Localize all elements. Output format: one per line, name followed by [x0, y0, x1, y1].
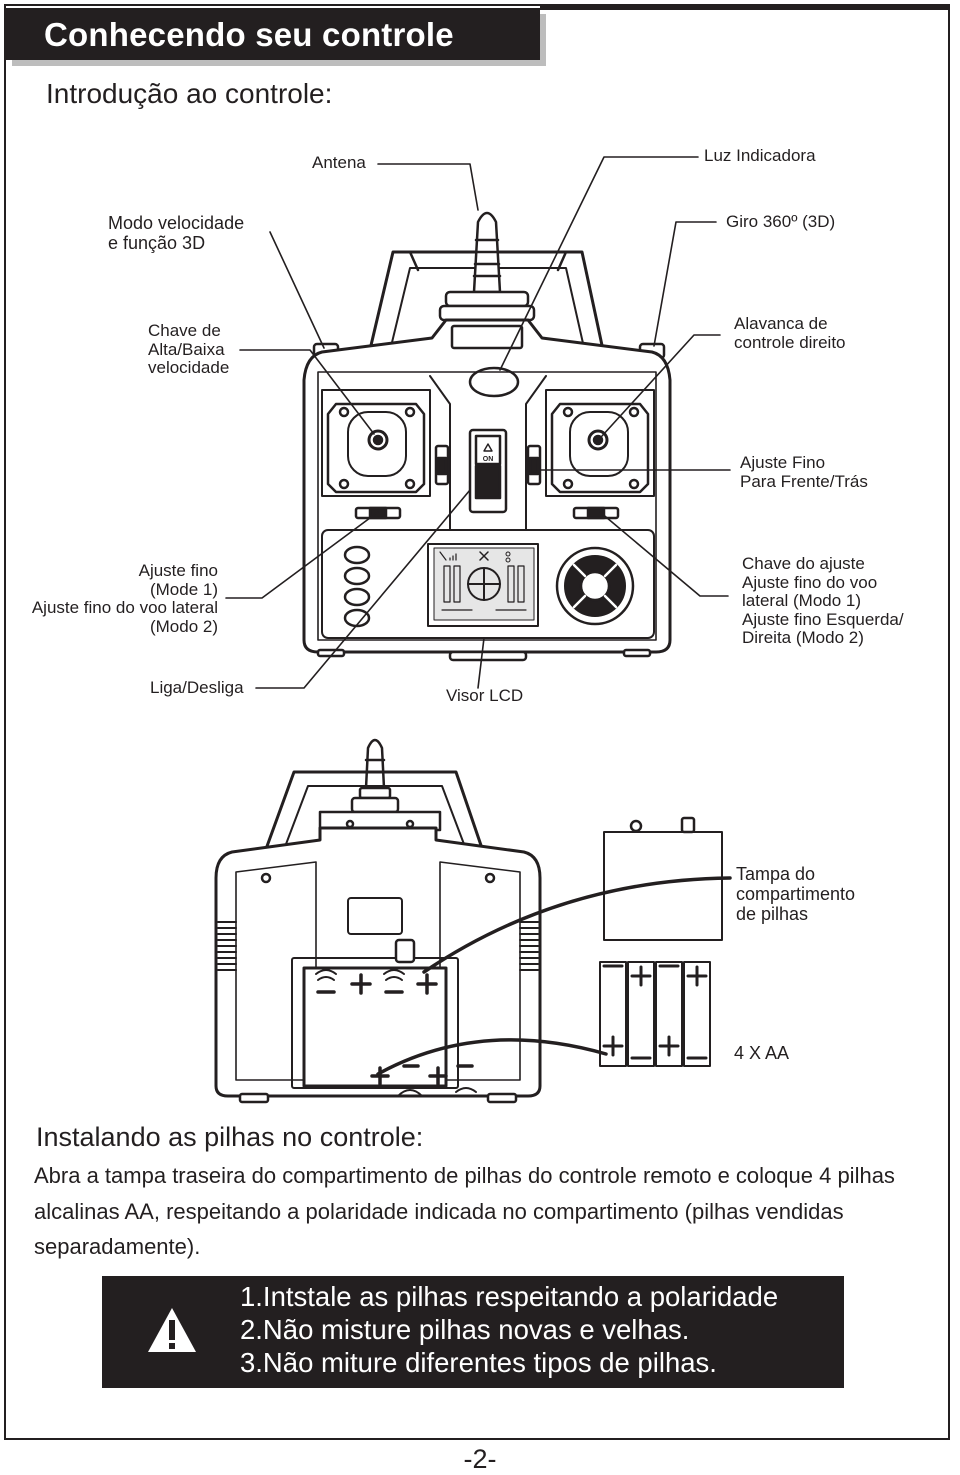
front-controller: [304, 213, 670, 660]
label-tampa: Tampa do compartimento de pilhas: [736, 864, 856, 924]
label-antenna: Antena: [312, 153, 366, 172]
install-heading: Instalando as pilhas no controle:: [36, 1122, 424, 1152]
install-text: Abra a tampa traseira do compartimento de pilhas do controle remoto e coloque 4 pilhas alcalinas AA, respeitando a polaridade indicada no compartimento (pilhas vendidas separadamente).: [34, 1163, 895, 1259]
page-number: -2-: [463, 1444, 497, 1474]
label-chave-ajuste: Chave do ajuste Ajuste fino do voo lateral (Modo 1) Ajuste fino Esquerda/ Direita (Modo 2): [742, 554, 904, 647]
label-modo-velocidade: Modo velocidade e função 3D: [108, 213, 245, 253]
warning-item: 1.Intstale as pilhas respeitando a polaridade: [240, 1281, 779, 1312]
direction-pad: [557, 548, 633, 624]
label-liga-desliga: Liga/Desliga: [150, 678, 244, 697]
power-switch: [470, 430, 506, 512]
label-ajuste-fino-lateral: Ajuste fino (Mode 1) Ajuste fino do voo lateral (Modo 2): [31, 561, 218, 636]
warning-item: 2.Não misture pilhas novas e velhas.: [240, 1314, 690, 1345]
warning-list: [240, 1280, 778, 1379]
back-controller: [216, 740, 540, 1102]
label-ajuste-frente-tras: Ajuste Fino Para Frente/Trás: [740, 453, 868, 491]
lcd-display: [428, 544, 538, 626]
label-luz-indicadora: Luz Indicadora: [704, 146, 816, 165]
label-chave-velocidade: Chave de Alta/Baixa velocidade: [148, 321, 230, 377]
warning-item: 3.Não miture diferentes tipos de pilhas.: [240, 1347, 717, 1378]
label-visor-lcd: Visor LCD: [446, 686, 524, 705]
antenna: [440, 213, 534, 320]
label-alavanca-direita: Alavanca de controle direito: [734, 314, 846, 352]
page-title: Conhecendo seu controle: [44, 16, 454, 53]
label-pilhas-qtd: 4 X AA: [734, 1043, 790, 1063]
section-subtitle: Introdução ao controle:: [46, 78, 333, 109]
switch-on-label: ON: [482, 456, 494, 463]
aa-batteries: [600, 962, 710, 1066]
warning-triangle-icon: [146, 1306, 198, 1354]
label-giro-360: Giro 360º (3D): [726, 212, 836, 231]
warning-box: [102, 1276, 844, 1388]
